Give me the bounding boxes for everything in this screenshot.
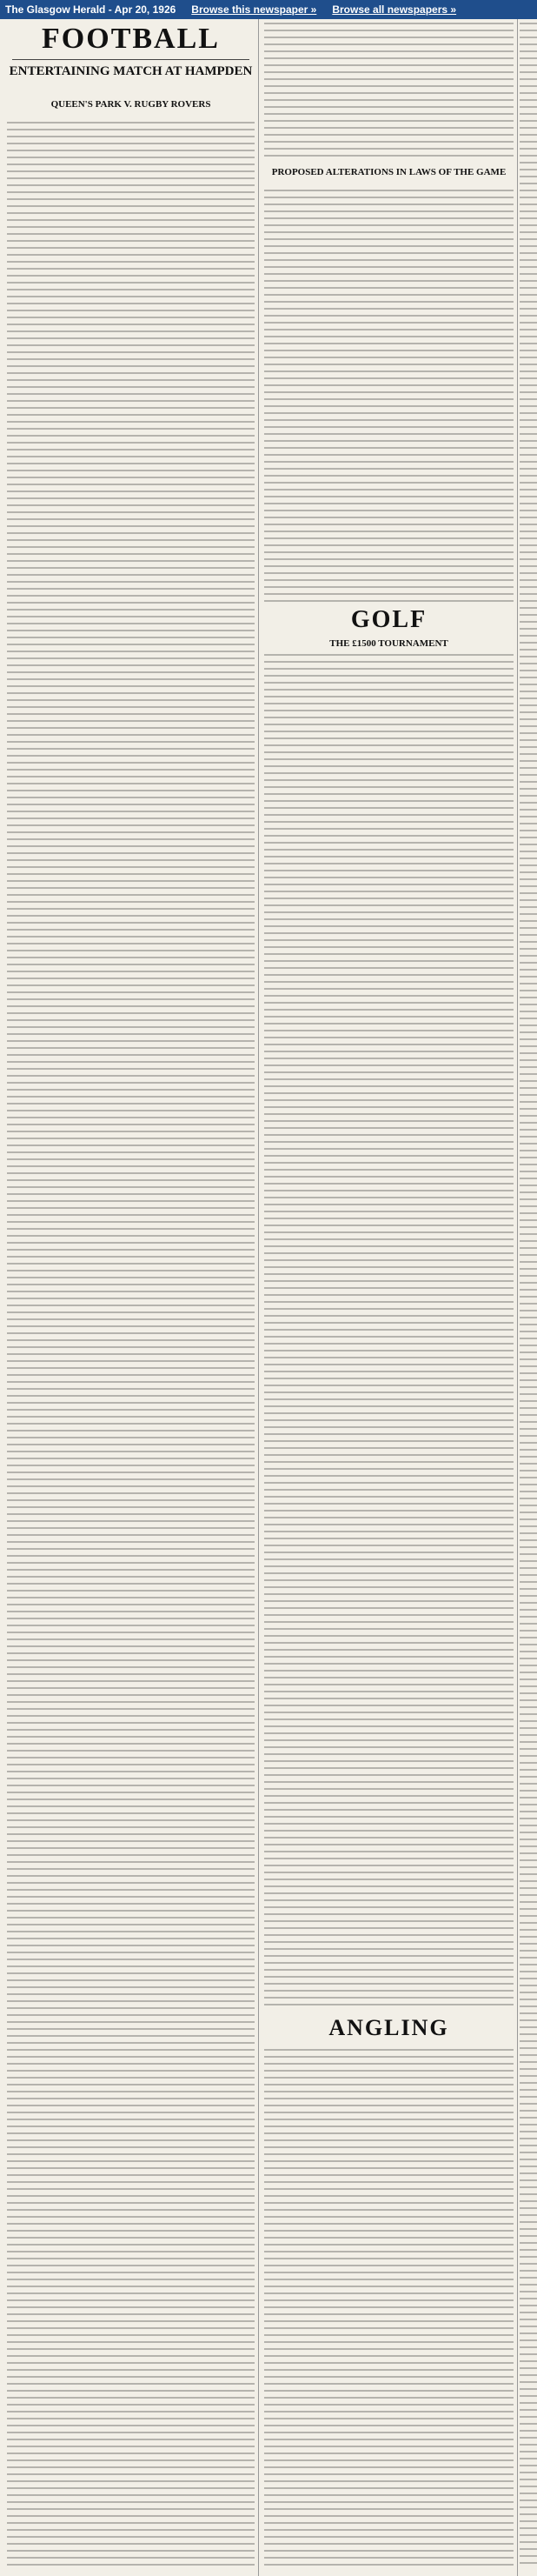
browser-bar [0,0,537,19]
left-column [3,19,259,2576]
angling-head: ANGLING [328,2015,449,2040]
subhead-match: ENTERTAINING MATCH AT HAMPDEN [9,64,253,78]
middle-column [261,19,518,2576]
article-text-block [7,122,255,2566]
browse-all-newspapers-link[interactable]: Browse all newspapers » [332,3,457,16]
article-text-block [264,23,514,162]
browse-this-newspaper-link[interactable]: Browse this newspaper » [191,3,317,16]
headline-football: FOOTBALL [42,23,220,55]
golf-subhead: THE £1500 TOURNAMENT [329,638,448,649]
clipped-text [520,23,537,2566]
divider [12,59,249,60]
golf-head: GOLF [350,606,428,633]
article-text-block [264,654,514,2011]
article-text-block [264,2049,514,2566]
right-column-edge [520,19,537,2576]
match-head: QUEEN'S PARK V. RUGBY ROVERS [50,99,211,110]
newspaper-page [0,19,537,2576]
paper-date: The Glasgow Herald - Apr 20, 1926 [5,3,176,16]
article-text-block [264,190,514,602]
laws-head: PROPOSED ALTERATIONS IN LAWS OF THE GAME [271,167,507,177]
